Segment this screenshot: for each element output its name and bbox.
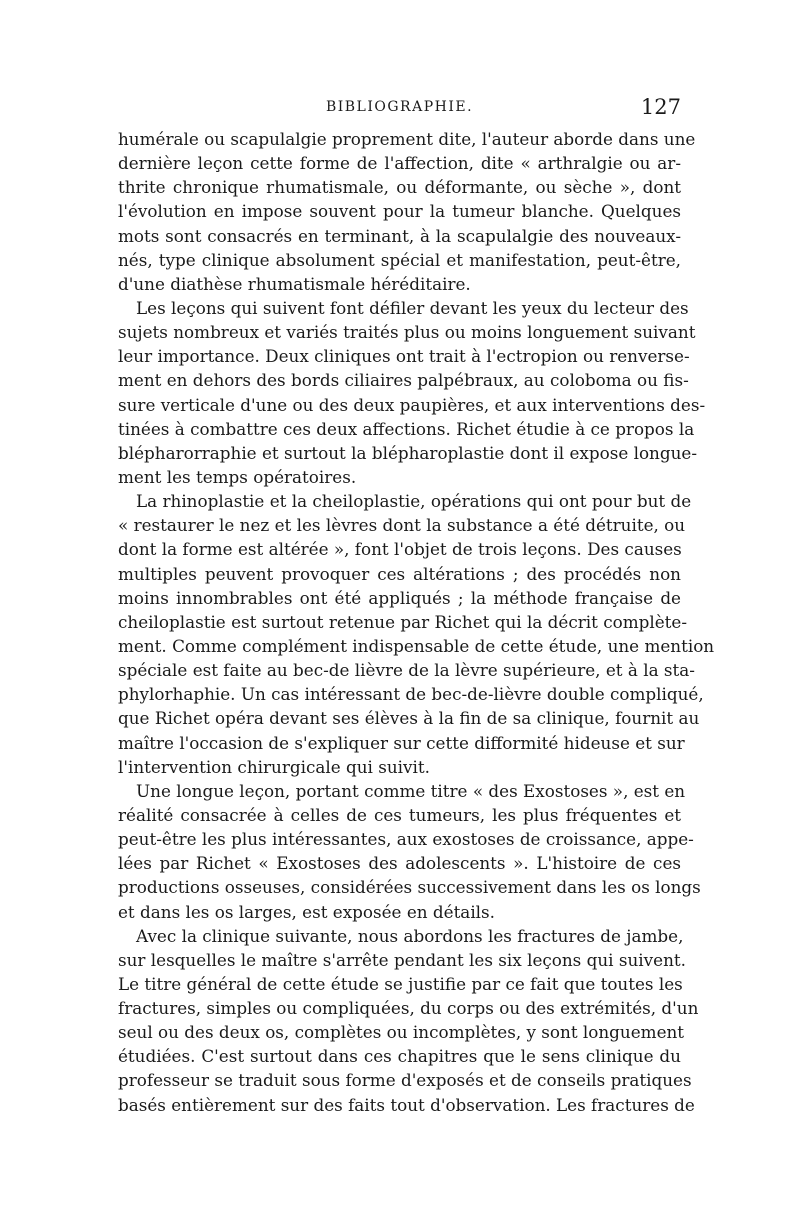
text-line: professeur se traduit sous forme d'exposés et de conseils pratiques <box>118 1070 692 1091</box>
text-line: Avec la clinique suivante, nous abordons les fractures de jambe, <box>136 925 684 946</box>
text-line: Le titre général de cette étude se justifie par ce fait que toutes les <box>118 973 683 994</box>
text-line: mots sont consacrés en terminant, à la scapulalgie des nouveaux- <box>118 225 681 246</box>
text-line: spéciale est faite au bec-de lièvre de la lèvre supérieure, et à la sta- <box>118 660 695 681</box>
text-line: peut-être les plus intéressantes, aux exostoses de croissance, appe- <box>118 829 694 850</box>
text-line: seul ou des deux os, complètes ou incomplètes, y sont longuement <box>118 1022 685 1043</box>
text-line: basés entièrement sur des faits tout d'observation. Les fractures de <box>118 1094 695 1115</box>
paragraph <box>118 489 715 779</box>
paragraph <box>118 779 701 924</box>
text-line: nés, type clinique absolument spécial et manifestation, peut-être, <box>118 249 681 270</box>
text-line: ment. Comme complément indispensable de cette étude, une mention <box>118 635 715 656</box>
page-number: 127 <box>640 95 681 119</box>
text-line: l'intervention chirurgicale qui suivit. <box>118 756 430 777</box>
text-line: dont la forme est altérée », font l'objet de trois leçons. Des causes <box>118 539 682 560</box>
text-line: lées par Richet « Exostoses des adolescents ». L'histoire de ces <box>118 853 681 874</box>
paragraph <box>118 924 699 1117</box>
text-line: Une longue leçon, portant comme titre « des Exostoses », est en <box>136 780 686 801</box>
text-line: moins innombrables ont été appliqués ; la méthode française de <box>118 587 681 608</box>
paragraph <box>118 127 696 296</box>
text-line: « restaurer le nez et les lèvres dont la substance a été détruite, ou <box>118 515 686 536</box>
text-line: thrite chronique rhumatismale, ou déformante, ou sèche », dont <box>118 177 681 198</box>
text-line: et dans les os larges, est exposée en détails. <box>118 901 495 922</box>
text-line: cheiloplastie est surtout retenue par Richet qui la décrit complète- <box>118 611 687 632</box>
body-text <box>118 127 715 1117</box>
text-line: ment en dehors des bords ciliaires palpébraux, au coloboma ou fis- <box>118 370 689 391</box>
text-line: Les leçons qui suivent font défiler devant les yeux du lecteur des <box>136 297 689 318</box>
text-line: sujets nombreux et variés traités plus ou moins longuement suivant <box>118 322 696 343</box>
text-line: réalité consacrée à celles de ces tumeurs, les plus fréquentes et <box>118 804 681 825</box>
text-line: d'une diathèse rhumatismale héréditaire. <box>118 273 471 294</box>
running-head <box>118 95 681 123</box>
running-title: BIBLIOGRAPHIE. <box>325 99 474 115</box>
text-line: sur lesquelles le maître s'arrête pendant les six leçons qui suivent. <box>118 949 686 970</box>
text-line: La rhinoplastie et la cheiloplastie, opérations qui ont pour but de <box>136 491 692 512</box>
text-line: blépharorraphie et surtout la blépharoplastie dont il expose longue- <box>118 442 698 463</box>
text-line: que Richet opéra devant ses élèves à la fin de sa clinique, fournit au <box>118 708 700 729</box>
text-line: leur importance. Deux cliniques ont trait à l'ectropion ou renverse- <box>118 346 690 367</box>
text-line: sure verticale d'une ou des deux paupières, et aux interventions des- <box>118 394 706 415</box>
text-line: dernière leçon cette forme de l'affection, dite « arthralgie ou ar- <box>118 153 681 174</box>
text-line: productions osseuses, considérées successivement dans les os longs <box>118 877 701 898</box>
text-line: fractures, simples ou compliquées, du corps ou des extrémités, d'un <box>118 998 699 1019</box>
text-line: multiples peuvent provoquer ces altérations ; des procédés non <box>118 563 681 584</box>
paragraph <box>118 296 706 489</box>
text-line: étudiées. C'est surtout dans ces chapitres que le sens clinique du <box>118 1046 681 1067</box>
text-line: l'évolution en impose souvent pour la tumeur blanche. Quelques <box>118 201 681 222</box>
text-line: tinées à combattre ces deux affections. Richet étudie à ce propos la <box>118 418 695 439</box>
text-line: ment les temps opératoires. <box>118 466 357 487</box>
text-line: humérale ou scapulalgie proprement dite, l'auteur aborde dans une <box>118 129 696 149</box>
text-line: phylorhaphie. Un cas intéressant de bec-de-lièvre double compliqué, <box>118 684 704 705</box>
text-line: maître l'occasion de s'expliquer sur cette difformité hideuse et sur <box>118 732 685 753</box>
